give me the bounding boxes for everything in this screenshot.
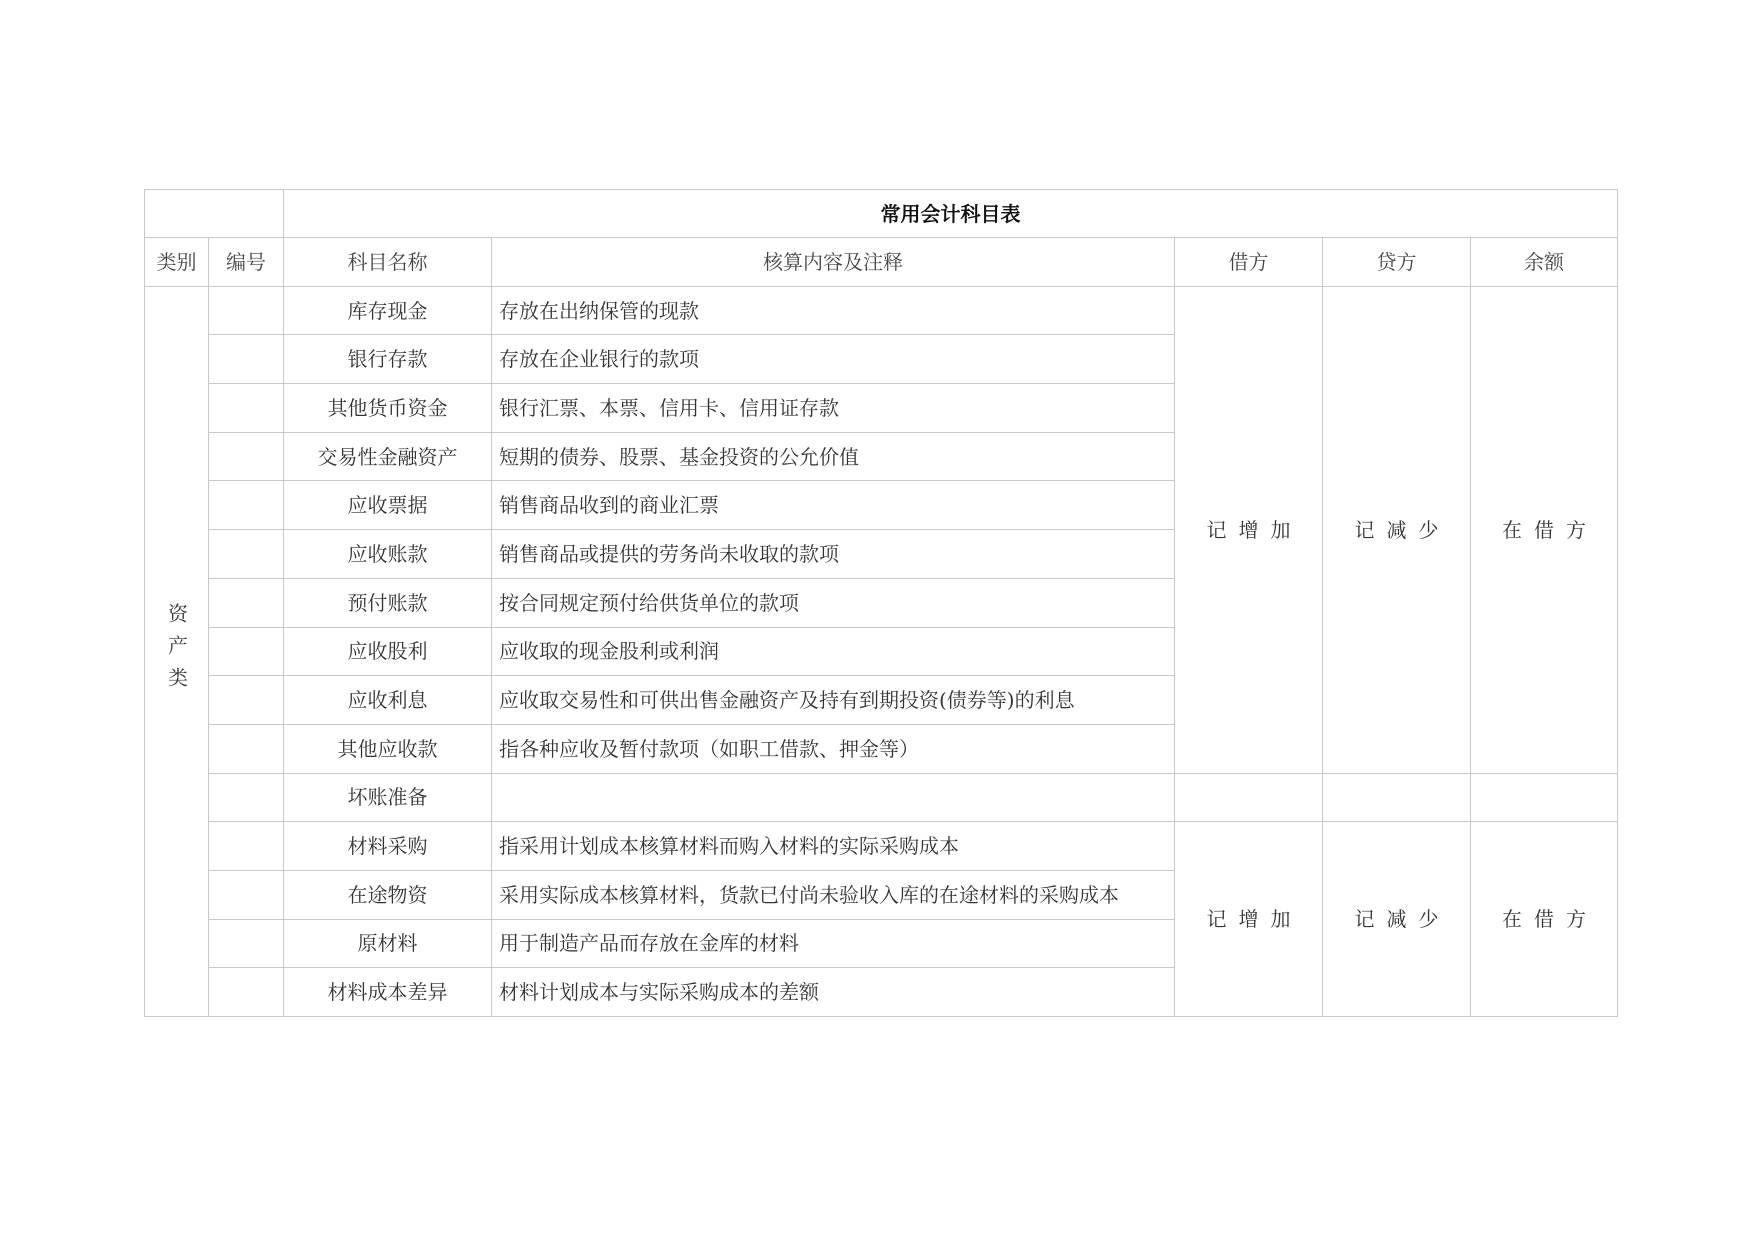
subject-name: 材料采购 — [284, 822, 492, 871]
code-cell — [209, 335, 284, 384]
header-balance: 余额 — [1471, 238, 1618, 287]
table-row — [145, 822, 1618, 871]
header-row — [145, 238, 1618, 287]
debit-group-1: 记增加 — [1175, 286, 1323, 773]
header-category: 类别 — [145, 238, 209, 287]
credit-group-2: 记减少 — [1323, 822, 1471, 1017]
code-cell — [209, 286, 284, 335]
category-asset: 资产类 — [145, 286, 209, 1016]
subject-note: 应收取交易性和可供出售金融资产及持有到期投资(债券等)的利息 — [492, 676, 1175, 725]
subject-name: 应收利息 — [284, 676, 492, 725]
subject-name: 其他货币资金 — [284, 384, 492, 433]
balance-group-1: 在借方 — [1471, 286, 1618, 773]
subject-name: 其他应收款 — [284, 724, 492, 773]
subject-note: 采用实际成本核算材料，货款已付尚未验收入库的在途材料的采购成本 — [492, 870, 1175, 919]
subject-note: 存放在企业银行的款项 — [492, 335, 1175, 384]
header-debit: 借方 — [1175, 238, 1323, 287]
code-cell — [209, 968, 284, 1017]
subject-name: 库存现金 — [284, 286, 492, 335]
subject-name: 交易性金融资产 — [284, 432, 492, 481]
subject-name: 应收票据 — [284, 481, 492, 530]
subject-note: 银行汇票、本票、信用卡、信用证存款 — [492, 384, 1175, 433]
subject-note: 短期的债券、股票、基金投资的公允价值 — [492, 432, 1175, 481]
code-cell — [209, 578, 284, 627]
code-cell — [209, 822, 284, 871]
subject-note: 应收取的现金股利或利润 — [492, 627, 1175, 676]
header-subject-name: 科目名称 — [284, 238, 492, 287]
table-title: 常用会计科目表 — [284, 190, 1618, 238]
subject-name: 应收账款 — [284, 530, 492, 579]
code-cell — [209, 384, 284, 433]
code-cell — [209, 724, 284, 773]
accounting-subjects-table — [144, 189, 1618, 1017]
balance-group-2: 在借方 — [1471, 822, 1618, 1017]
debit-empty-cell — [1175, 773, 1323, 822]
subject-note: 用于制造产品而存放在金库的材料 — [492, 919, 1175, 968]
header-code: 编号 — [209, 238, 284, 287]
table-row — [145, 286, 1618, 335]
subject-name: 银行存款 — [284, 335, 492, 384]
code-cell — [209, 481, 284, 530]
subject-note: 指各种应收及暂付款项（如职工借款、押金等） — [492, 724, 1175, 773]
balance-empty-cell — [1471, 773, 1618, 822]
subject-note: 销售商品或提供的劳务尚未收取的款项 — [492, 530, 1175, 579]
subject-note: 按合同规定预付给供货单位的款项 — [492, 578, 1175, 627]
table-title-row — [145, 190, 1618, 238]
subject-name: 坏账准备 — [284, 773, 492, 822]
subject-note: 存放在出纳保管的现款 — [492, 286, 1175, 335]
subject-note — [492, 773, 1175, 822]
code-cell — [209, 627, 284, 676]
credit-group-1: 记减少 — [1323, 286, 1471, 773]
header-note: 核算内容及注释 — [492, 238, 1175, 287]
subject-note: 销售商品收到的商业汇票 — [492, 481, 1175, 530]
code-cell — [209, 432, 284, 481]
subject-name: 材料成本差异 — [284, 968, 492, 1017]
table-row — [145, 773, 1618, 822]
header-credit: 贷方 — [1323, 238, 1471, 287]
subject-note: 指采用计划成本核算材料而购入材料的实际采购成本 — [492, 822, 1175, 871]
subject-name: 原材料 — [284, 919, 492, 968]
title-blank-cell — [145, 190, 284, 238]
subject-name: 应收股利 — [284, 627, 492, 676]
code-cell — [209, 919, 284, 968]
subject-name: 预付账款 — [284, 578, 492, 627]
code-cell — [209, 773, 284, 822]
debit-group-2: 记增加 — [1175, 822, 1323, 1017]
subject-note: 材料计划成本与实际采购成本的差额 — [492, 968, 1175, 1017]
code-cell — [209, 870, 284, 919]
subject-name: 在途物资 — [284, 870, 492, 919]
code-cell — [209, 530, 284, 579]
credit-empty-cell — [1323, 773, 1471, 822]
code-cell — [209, 676, 284, 725]
